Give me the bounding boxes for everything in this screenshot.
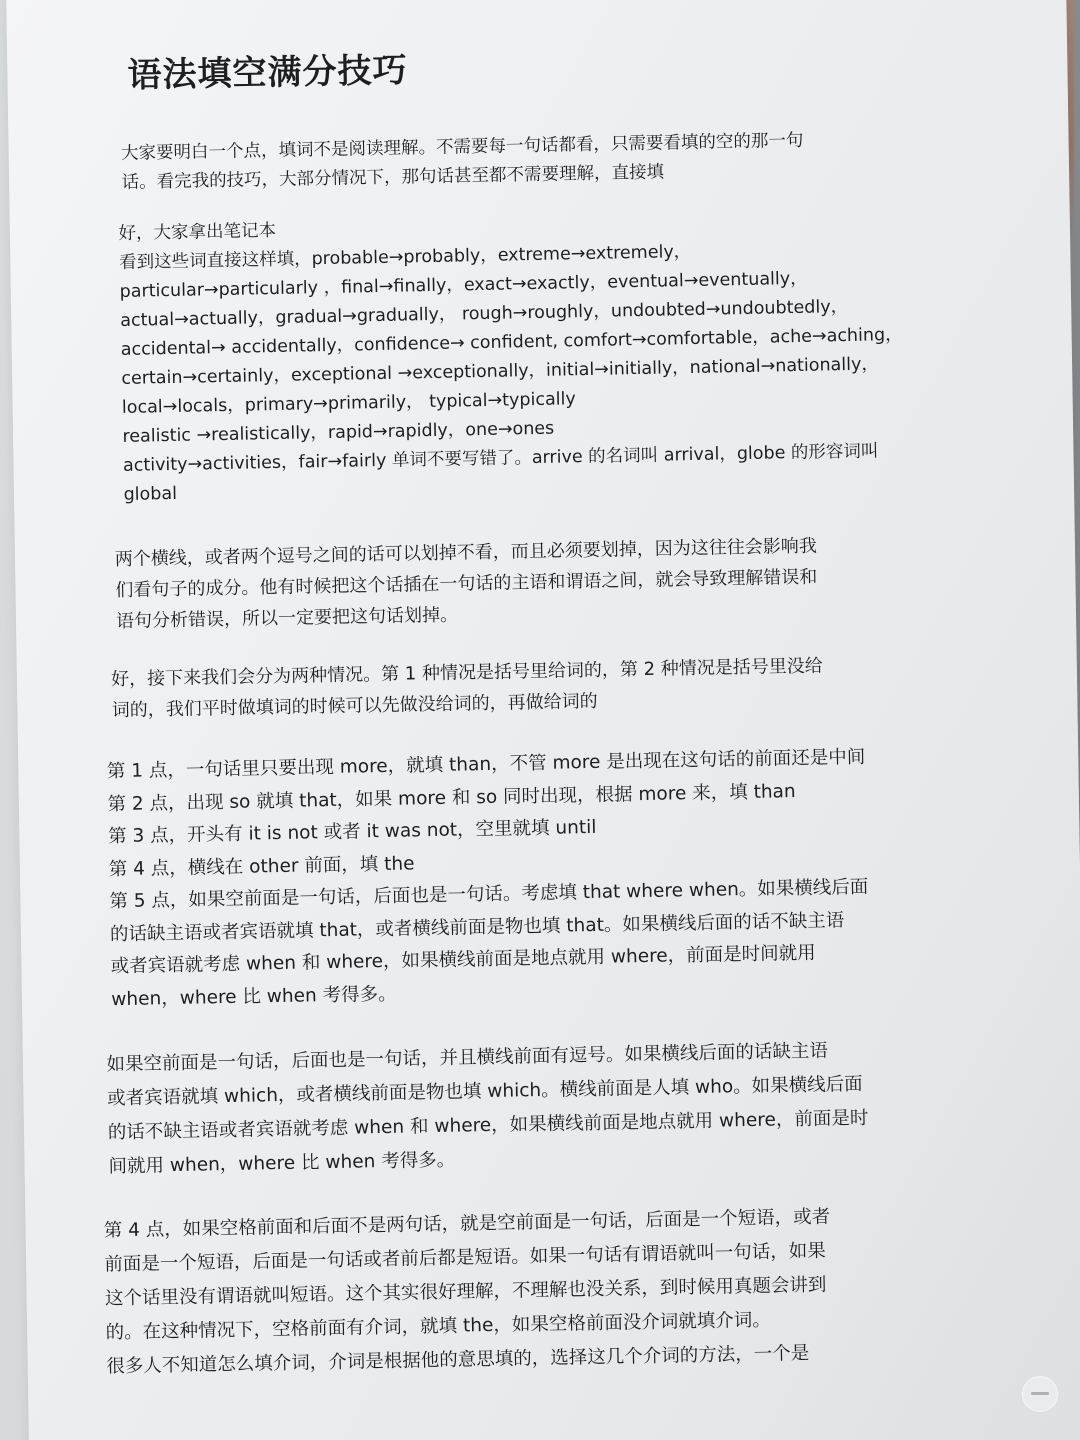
text-line: 好，接下来我们会分为两种情况。第 1 种情况是括号里给词的，第 2 种情况是括号里没给 (110, 655, 824, 691)
text-line: 第 4 点，如果空格前面和后面不是两句话，就是空前面是一句话，后面是一个短语，或者 (103, 1206, 831, 1242)
intro-paragraph (121, 127, 804, 198)
text-line: 词的，我们平时做填词的时候可以先做没给词的，再做给词的 (111, 690, 598, 722)
comma-rule-paragraph (106, 1034, 869, 1185)
text-line: 的话缺主语或者宾语就填 that，或者横线前面是物也填 that。如果横线后面的话不缺主语 (109, 909, 845, 945)
rule-item: 第 4 点，横线在 other 前面，填 the (108, 852, 415, 880)
text-line: 看到这些词直接这样填，probable→probably，extreme→extremely， (118, 241, 692, 273)
two-cases-paragraph (111, 651, 824, 727)
text-line: 语句分析错误，所以一定要把这句话划掉。 (115, 604, 459, 633)
text-line: 前面是一个短语，后面是一句话或者前后都是短语。如果一句话有谓语就叫一句话，如果 (104, 1240, 826, 1276)
text-line: realistic →realistically，rapid→rapidly，one→ones (122, 418, 555, 447)
word-transform-list (118, 205, 905, 510)
text-line: 两个横线，或者两个逗号之间的话可以划掉不看，而且必须要划掉，因为这往往会影响我 (114, 535, 817, 571)
text-line: 或者宾语就填 which，或者横线前面是物也填 which。横线前面是人填 who。如果横线后面 (106, 1073, 863, 1110)
rule-item: 第 1 点，一句话里只要出现 more，就填 than，不管 more 是出现在这句话的前面还是中间 (106, 746, 866, 783)
rules-list (107, 742, 871, 1017)
text-line: 话。看完我的技巧，大部分情况下，那句话甚至都不需要理解，直接填 (121, 162, 665, 193)
text-line: particular→particularly ，final→finally，exact→exactly，eventual→eventually， (119, 268, 808, 302)
text-line: global (123, 483, 178, 505)
rule-item: 第 3 点，开头有 it is not 或者 it was not，空里就填 until (107, 816, 597, 848)
text-line: 的。在这种情况下，空格前面有介词，就填 the，如果空格前面没介词就填介词。 (105, 1309, 772, 1344)
text-line: actual→actually，gradual→gradually， rough→roughly，undoubted→undoubtedly， (120, 296, 849, 331)
text-line: 这个话里没有谓语就叫短语。这个其实很好理解，不理解也没关系，到时候用真题会讲到 (104, 1274, 827, 1310)
rule-item: 第 5 点，如果空前面是一句话，后面也是一句话。考虑填 that where when。如果横线后面 (109, 876, 869, 913)
text-line: certain→certainly，exceptional →exceptionally，initial→initially，national→nationally， (121, 354, 880, 389)
text-line: activity→activities，fair→fairly 单词不要写错了。arrive 的名词叫 arrival，globe 的形容词叫 (122, 441, 879, 476)
document-content (87, 32, 927, 1378)
text-line: 的话不缺主语或者宾语就考虑 when 和 where，如果横线前面是地点就用 where，前面是时 (107, 1107, 869, 1144)
text-line: 好，大家拿出笔记本 (118, 220, 277, 244)
watermark-icon (1022, 1376, 1058, 1412)
paper-sheet (6, 0, 1080, 1440)
text-line: when，where 比 when 考得多。 (111, 983, 397, 1010)
point-4-phrase-paragraph (103, 1200, 833, 1384)
text-line: 很多人不知道怎么填介词，介词是根据他的意思填的，选择这几个介词的方法，一个是 (106, 1342, 810, 1378)
dash-rule-paragraph (115, 531, 819, 637)
text-line: accidental→ accidentally，confidence→ confident, comfort→comfortable，ache→aching， (120, 324, 903, 360)
text-line: 或者宾语就考虑 when 和 where，如果横线前面是地点就用 where，前面是时间就用 (110, 942, 816, 978)
text-line: local→locals，primary→primarily， typical→typically (121, 389, 576, 418)
text-line: 们看句子的成分。他有时候把这个话插在一句话的主语和谓语之间，就会导致理解错误和 (115, 566, 818, 602)
page-title: 语法填空满分技巧 (127, 50, 408, 96)
text-line: 大家要明白一个点，填词不是阅读理解。不需要每一句话都看，只需要看填的空的那一句 (120, 130, 804, 164)
text-line: 如果空前面是一句话，后面也是一句话，并且横线前面有逗号。如果横线后面的话缺主语 (106, 1040, 829, 1076)
rule-item: 第 2 点，出现 so 就填 that，如果 more 和 so 同时出现，根据 more 来，填 than (107, 780, 796, 815)
text-line: 间就用 when，where 比 when 考得多。 (108, 1149, 456, 1178)
